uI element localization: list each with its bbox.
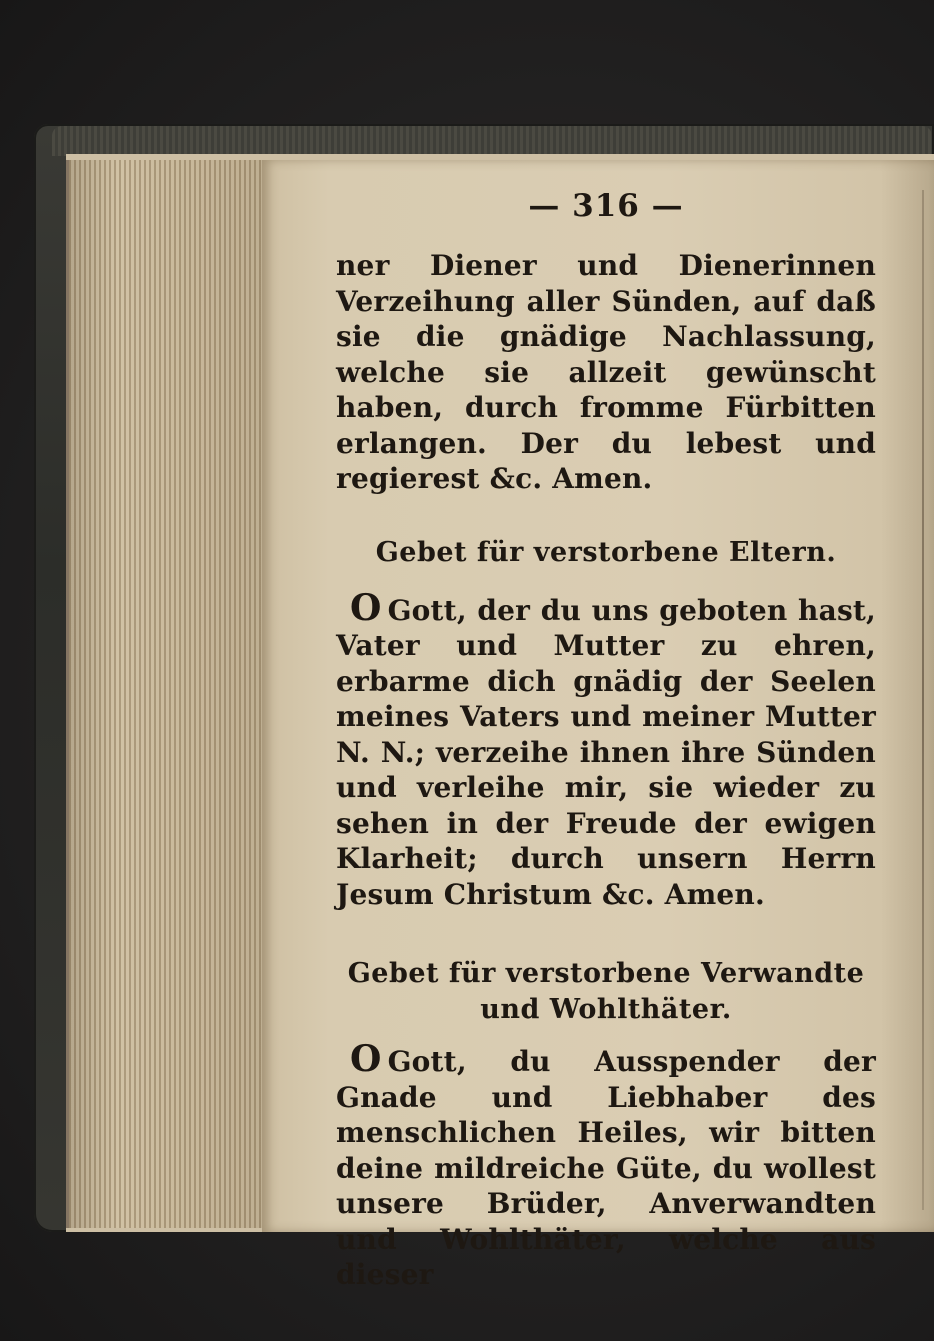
initial-letter: O [350,586,382,629]
book-page [262,160,934,1291]
paragraph-body: Gott, der du uns geboten hast, Vater und Mutter zu ehren, erbarme dich gnädig der Seelen meines Vaters und meiner Mutter N. N.; verzeihe ihnen ihre Sünden und verleihe mir, sie wieder zu sehen in der Freude der ewigen Klarheit; durch unsern Herrn Jesum Christum &c. Amen. [336,593,876,911]
page-gutter [922,190,924,1210]
heading-parents-prayer: Gebet für verstorbene Eltern. [375,536,837,568]
page-number: — 316 — [528,188,684,224]
paragraph-continuation: ner Diener und Dienerinnen Verzeihung aller Sünden, auf daß sie die gnädige Nachlassung, welche sie allzeit gewünscht haben, durch fromme Fürbitten erlangen. Der du lebest und regierest &c. Amen. [336,249,876,495]
text-column [336,188,876,1293]
paragraph-relatives-prayer [336,1038,876,1293]
heading-relatives-prayer: Gebet für verstorbene Verwandte und Wohlthäter. [347,958,865,1025]
page-fore-edge [66,160,265,1228]
paragraph-parents-prayer [336,586,876,913]
paragraph-body: Gott, du Ausspender der Gnade und Liebhaber des menschlichen Heiles, wir bitten deine mildreiche Güte, du wollest unsere Brüder, Anverwandten und Wohlthäter, welche aus dieser [336,1045,876,1291]
cover-spine-edge [52,126,932,156]
initial-letter: O [350,1038,382,1080]
